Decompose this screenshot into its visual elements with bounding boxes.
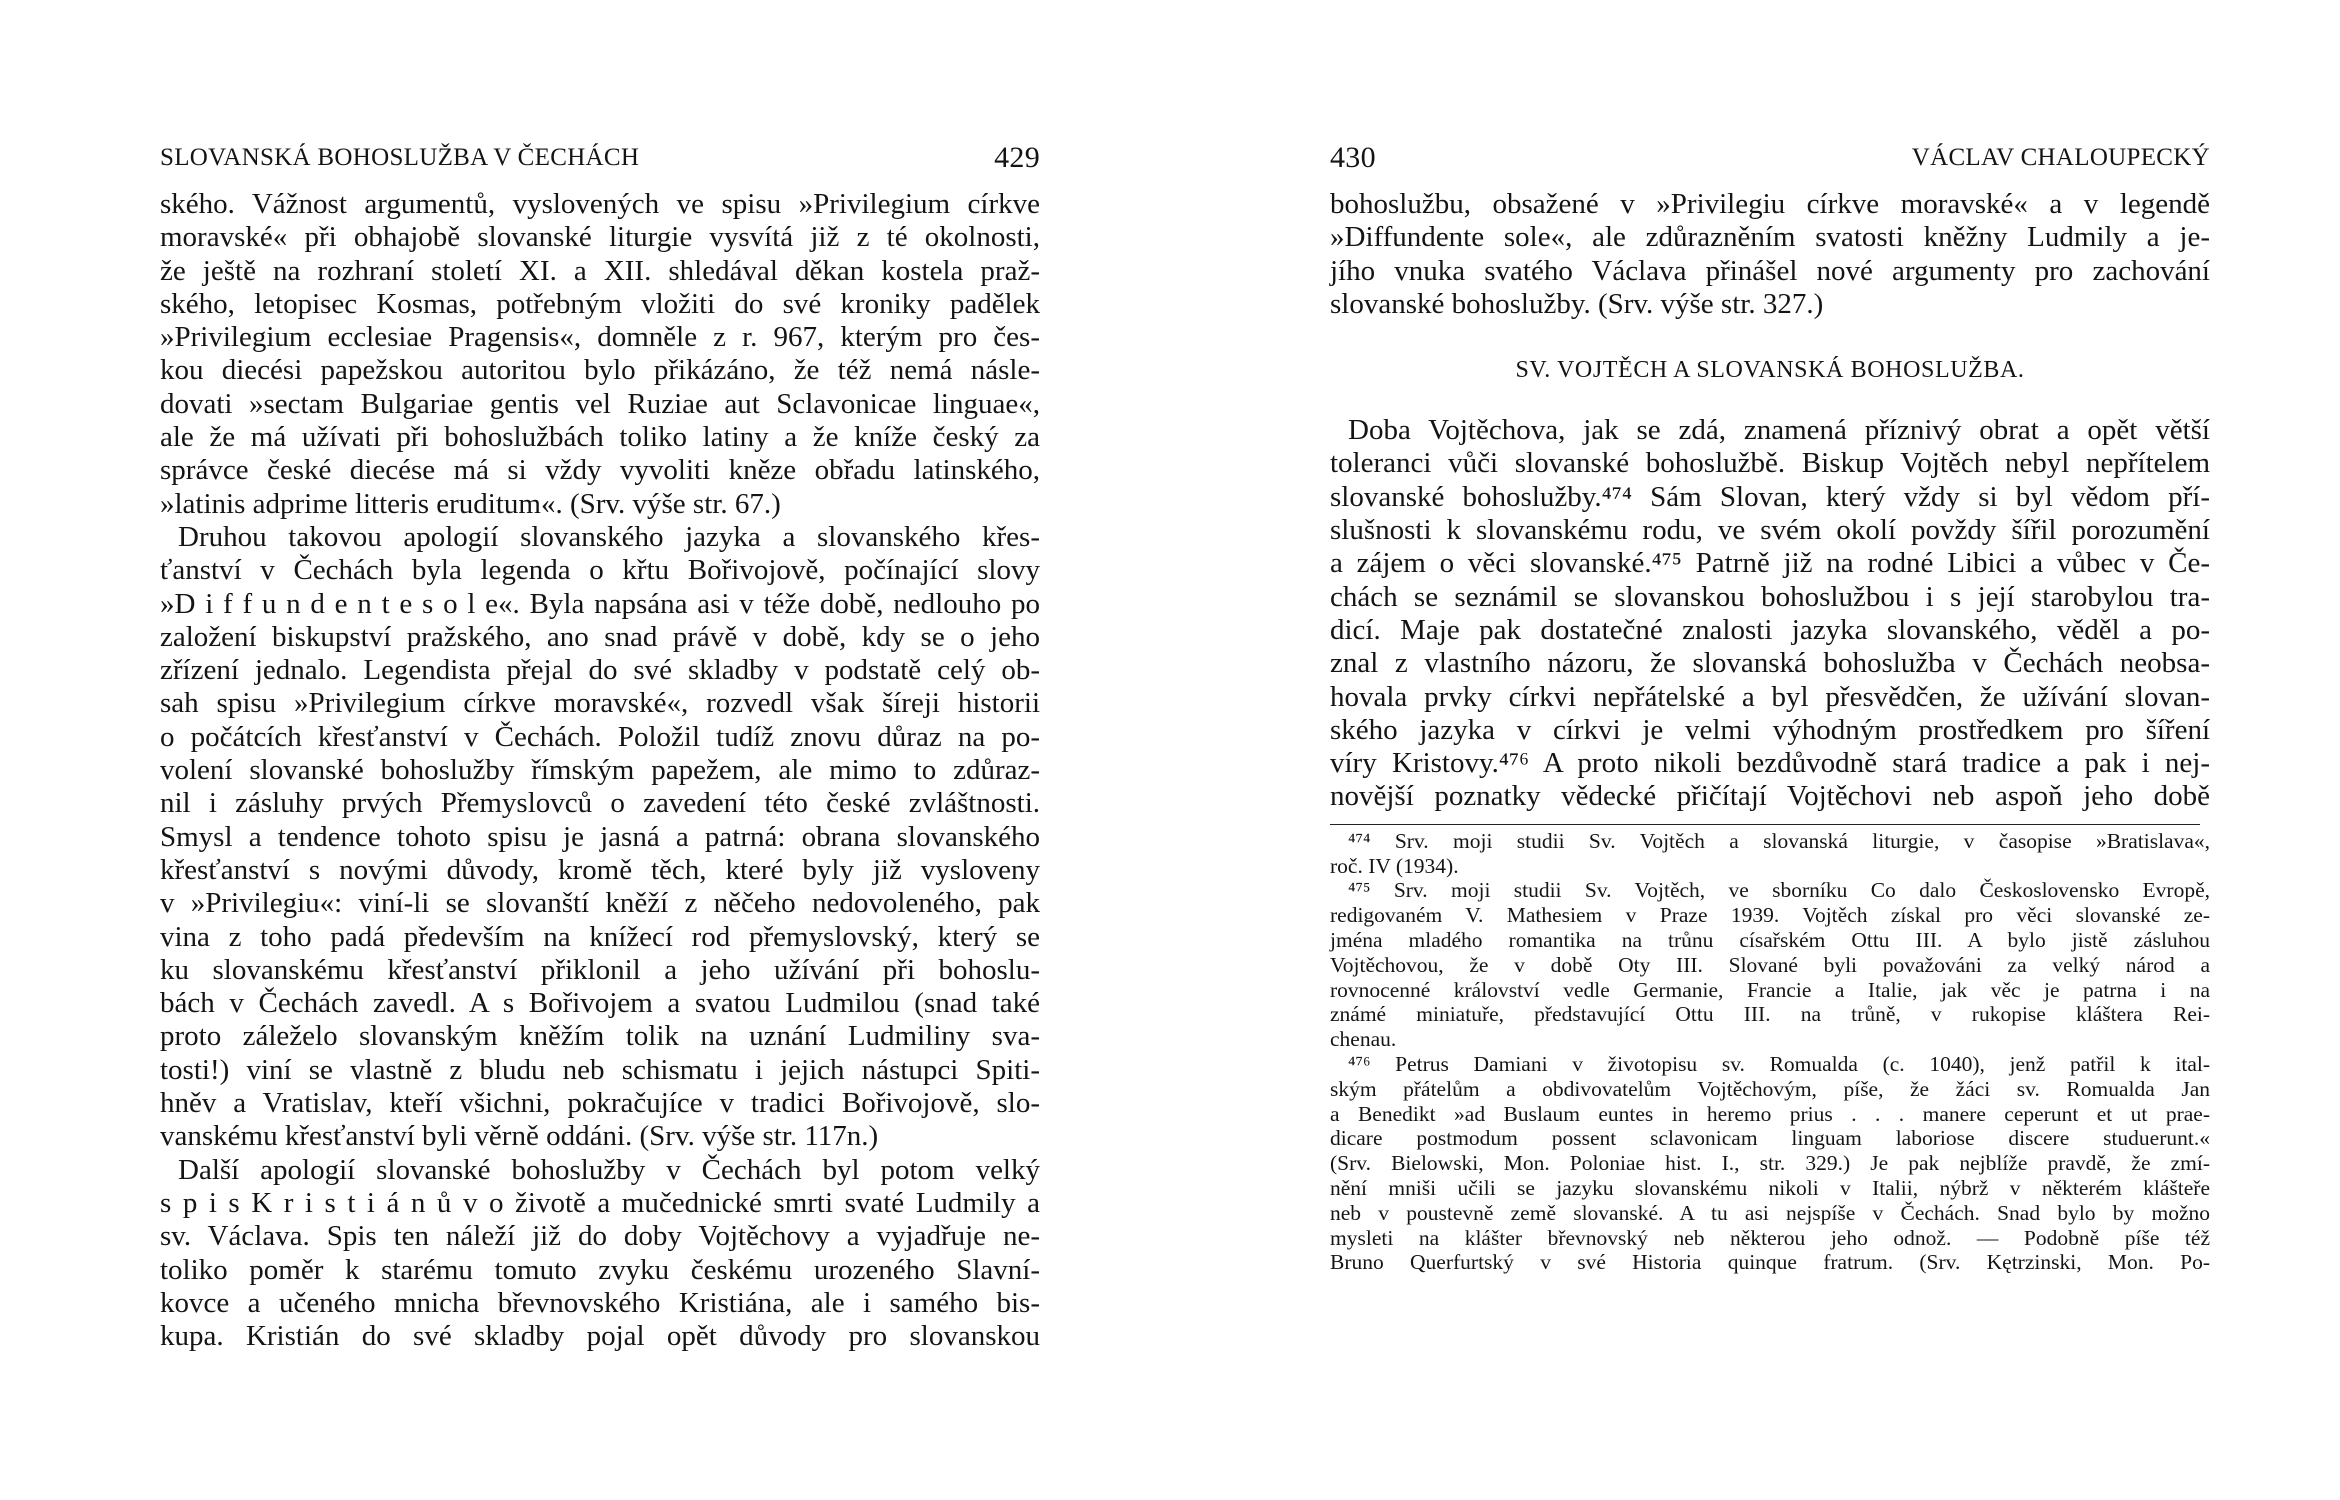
text-line: »Diffundente sole«, ale zdůrazněním svatosti kněžny Ludmily a je- [1330,221,2210,254]
text-line: kupa. Kristián do své skladby pojal opět důvody pro slovanskou [160,1320,1040,1353]
page-number: 430 [1330,141,1376,174]
text-line: založení biskupství pražského, ano snad právě v době, kdy se o jeho [160,620,1040,653]
text-line: moravské« při obhajobě slovanské liturgie vysvítá již z té okolnosti, [160,221,1040,254]
running-head-author: VÁCLAV CHALOUPECKÝ [1911,144,2210,171]
footnote-line: ským přátelům a obdivovatelům Vojtěchovým, píše, že žáci sv. Romualda Jan [1330,1076,2210,1101]
right-page [1330,140,2210,1275]
text-line: vanskému křesťanství byli věrně oddáni. (Srv. výše str. 117n.) [160,1120,879,1153]
footnote-line: mysleti na klášter břevnovský neb některou jeho odnož. — Podobně píše též [1330,1225,2210,1250]
text-line: sah spisu »Privilegium církve moravské«, rozvedl však šíreji historii [160,687,1040,720]
footnote-line: ⁴⁷⁶ Petrus Damiani v životopisu sv. Romualda (c. 1040), jenž patřil k ital- [1348,1051,2210,1076]
text-line: kou diecési papežskou autoritou bylo přikázáno, že též nemá násle- [160,354,1040,387]
footnote-line: dicare postmodum possent sclavonicam linguam laboriose discere studuerunt.« [1330,1126,2210,1151]
text-line: s p i s K r i s t i á n ů v o životě a mučednické smrti svaté Ludmily a [160,1186,1040,1219]
text-line: hněv a Vratislav, kteří všichni, pokračujíce v tradici Bořivojově, slo- [160,1087,1040,1120]
left-page [160,140,1040,1353]
text-line: dicí. Maje pak dostatečné znalosti jazyka slovanského, věděl a po- [1330,613,2210,646]
footnote-line: nění mniši učili se jazyku slovanskému nikoli v Italii, nýbrž v některém klášteře [1330,1175,2210,1200]
text-line: slušnosti k slovanskému rodu, ve svém okolí povždy šířil porozumění [1330,514,2210,547]
running-head-title: SLOVANSKÁ BOHOSLUŽBA V ČECHÁCH [160,144,640,171]
footnotes [1330,829,2210,1275]
text-line: slovanské bohoslužby.⁴⁷⁴ Sám Slovan, který vždy si byl vědom pří- [1330,480,2210,513]
text-line: »Privilegium ecclesiae Pragensis«, domněle z r. 967, kterým pro čes- [160,321,1040,354]
text-line: ku slovanskému křesťanství přiklonil a jeho užívání při bohoslu- [160,953,1040,986]
body-text-section [1330,414,2210,814]
text-line: Smysl a tendence tohoto spisu je jasná a patrná: obrana slovanského [160,820,1040,853]
text-line: že ještě na rozhraní století XI. a XII. shledával děkan kostela praž- [160,254,1040,287]
text-line: bách v Čechách zavedl. A s Bořivojem a svatou Ludmilou (snad také [160,987,1040,1020]
footnote-line: rovnocenné království vedle Germanie, Francie a Italie, jak věc je patrna i na [1330,977,2210,1002]
body-text-intro [1330,188,2210,321]
footnote-line: Vojtěchovou, že v době Oty III. Slované byli považováni za velký národ a [1330,952,2210,977]
text-line: správce české diecése má si vždy vyvoliti kněze obřadu latinského, [160,454,1040,487]
text-line: jího vnuka svatého Václava přinášel nové argumenty pro zachování [1330,254,2210,287]
footnote-line: neb v poustevně země slovanské. A tu asi nejspíše v Čechách. Snad bylo by možno [1330,1200,2210,1225]
body-text [160,188,1040,1353]
text-line: a zájem o věci slovanské.⁴⁷⁵ Patrně již na rodné Libici a vůbec v Če- [1330,547,2210,580]
text-line: ského. Vážnost argumentů, vyslovených ve spisu »Privilegium církve [160,188,1040,220]
text-line: o počátcích křesťanství v Čechách. Položil tudíž znovu důraz na po- [160,720,1040,753]
text-line: znal z vlastního názoru, že slovanská bohoslužba v Čechách neobsa- [1330,647,2210,680]
running-head [1330,140,2210,176]
text-line: Druhou takovou apologií slovanského jazyka a slovanského křes- [178,520,1040,553]
text-line: Další apologií slovanské bohoslužby v Čechách byl potom velký [178,1153,1040,1186]
text-line: v »Privilegiu«: viní-li se slovanští kněží z něčeho nedovoleného, pak [160,887,1040,920]
footnote-line: roč. IV (1934). [1330,853,1459,878]
footnote-divider [1330,824,2200,825]
text-line: vina z toho padá především na knížecí rod přemyslovský, který se [160,920,1040,953]
text-line: kovce a učeného mnicha břevnovského Kristiána, ale i samého bis- [160,1286,1040,1319]
text-line: toliko poměr k starému tomuto zvyku českému urozeného Slavní- [160,1253,1040,1286]
page-number: 429 [994,141,1040,174]
text-line: bohoslužbu, obsažené v »Privilegiu církve moravské« a v legendě [1330,188,2210,220]
text-line: křesťanství s novými důvody, kromě těch, které byly již vysloveny [160,853,1040,886]
footnote-line: redigovaném V. Mathesiem v Praze 1939. Vojtěch získal pro věci slovanské ze- [1330,903,2210,928]
text-line: toleranci vůči slovanské bohoslužbě. Biskup Vojtěch nebyl nepřítelem [1330,447,2210,480]
section-title: SV. VOJTĚCH A SLOVANSKÁ BOHOSLUŽBA. [1515,357,2025,384]
text-line: sv. Václava. Spis ten náleží již do doby Vojtěchovy a vyjadřuje ne- [160,1220,1040,1253]
text-line: víry Kristovy.⁴⁷⁶ A proto nikoli bezdůvodně stará tradice a pak i nej- [1330,747,2210,780]
footnote-line: jména mladého romantika na trůnu císařském Ottu III. A bylo jistě zásluhou [1330,927,2210,952]
text-line: »latinis adprime litteris eruditum«. (Srv. výše str. 67.) [160,487,781,520]
text-line: novější poznatky vědecké přičítají Vojtěchovi neb aspoň jeho době [1330,780,2210,813]
footnote-line: ⁴⁷⁵ Srv. moji studii Sv. Vojtěch, ve sborníku Co dalo Československo Evropě, [1348,878,2210,903]
footnote-line: Bruno Querfurtský v své Historia quinque fratrum. (Srv. Kętrzinski, Mon. Po- [1330,1250,2210,1275]
text-line: volení slovanské bohoslužby římským papežem, ale mimo to zdůraz- [160,754,1040,787]
footnote-line: chenau. [1330,1027,1397,1052]
text-line: slovanské bohoslužby. (Srv. výše str. 327.) [1330,287,1824,320]
text-line: »D i f f u n d e n t e s o l e«. Byla napsána asi v téže době, nedlouho po [160,587,1040,620]
running-head [160,140,1040,176]
text-line: hovala prvky církvi nepřátelské a byl přesvědčen, že užívání slovan- [1330,680,2210,713]
text-line: dovati »sectam Bulgariae gentis vel Ruziae aut Sclavonicae linguae«, [160,387,1040,420]
text-line: chách se seznámil se slovanskou bohoslužbou i s její starobylou tra- [1330,580,2210,613]
footnote-line: známé miniatuře, představující Ottu III. na trůně, v rukopise kláštera Rei- [1330,1002,2210,1027]
text-line: Doba Vojtěchova, jak se zdá, znamená příznivý obrat a opět větší [1348,414,2210,447]
text-line: nil i zásluhy prvých Přemyslovců o zavedení této české zvláštnosti. [160,787,1040,820]
text-line: ale že má užívati při bohoslužbách toliko latiny a že kníže český za [160,421,1040,454]
text-line: tosti!) viní se vlastně z bludu neb schismatu i jejich nástupci Spiti- [160,1053,1040,1086]
text-line: ského, letopisec Kosmas, potřebným vložiti do své kroniky padělek [160,287,1040,320]
text-line: proto záleželo slovanským kněžím tolik na uznání Ludmiliny sva- [160,1020,1040,1053]
text-line: ťanství v Čechách byla legenda o křtu Bořivojově, počínající slovy [160,554,1040,587]
footnote-line: a Benedikt »ad Buslaum euntes in heremo prius . . . manere ceperunt et ut prae- [1330,1101,2210,1126]
footnote-line: ⁴⁷⁴ Srv. moji studii Sv. Vojtěch a slovanská liturgie, v časopise »Bratislava«, [1348,828,2210,853]
text-line: zřízení jednalo. Legendista přejal do své skladby v podstatě celý ob- [160,654,1040,687]
text-line: ského jazyka v církvi je velmi výhodným prostředkem pro šíření [1330,713,2210,746]
footnote-line: (Srv. Bielowski, Mon. Poloniae hist. I., str. 329.) Je pak nejblíže pravdě, že zmí- [1330,1151,2210,1176]
